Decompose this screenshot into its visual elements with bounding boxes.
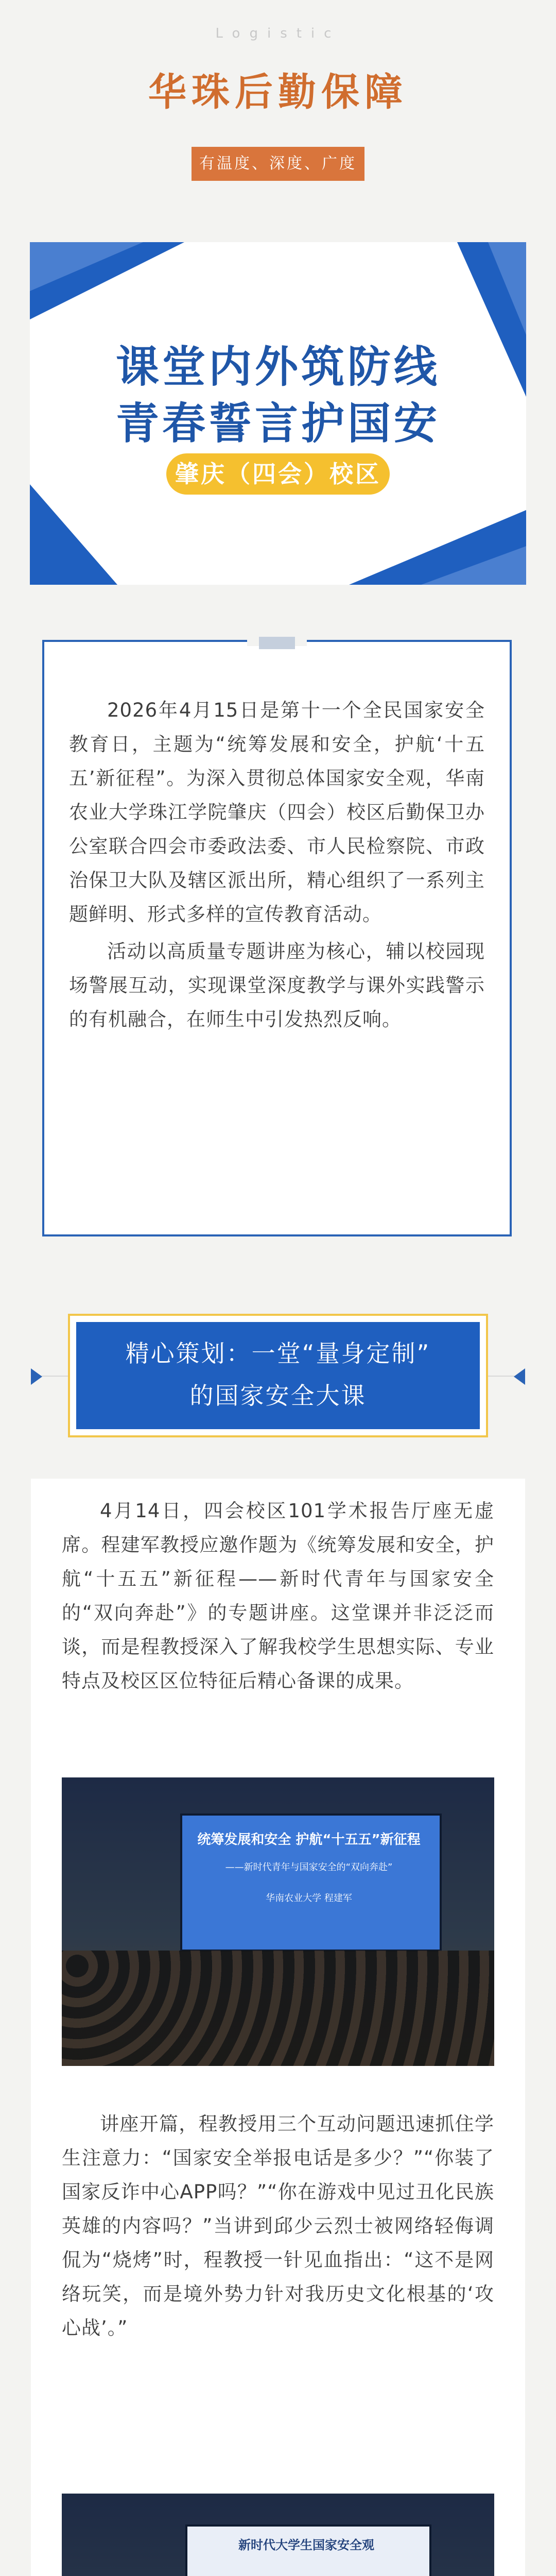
article-paragraph-2-text: 讲座开篇，程教授用三个互动问题迅速抓住学生注意力：“国家安全举报电话是多少？”“你装了国家反诈中心APP吗？”“你在游戏中见过丑化民族英雄的内容吗？”当讲到邱少云烈士被网络轻侮调侃为“烧烤”时，程教授一针见血指出：“这不是网络玩笑，而是境外势力针对我历史文化根基的‘攻心战’。” xyxy=(62,2113,494,2339)
article-paragraph-2 xyxy=(62,2107,494,2345)
section-heading xyxy=(0,1298,556,1453)
section-title-line2: 的国家安全大课 xyxy=(189,1382,367,1410)
lecture-photo-2 xyxy=(62,2494,494,2576)
english-subtitle: Logistic xyxy=(215,26,341,41)
tagline-badge: 有温度、深度、广度 xyxy=(192,147,364,181)
slide-title: 统筹发展和安全 护航“十五五”新征程 xyxy=(197,1832,421,1848)
brand-title: 华珠后勤保障 xyxy=(148,70,408,114)
slide-speaker: 华南农业大学 程建军 xyxy=(266,1893,352,1904)
campus-pill: 肇庆（四会）校区 xyxy=(166,453,390,495)
triangle-left-icon xyxy=(514,1368,525,1385)
slide-title: 新时代大学生国家安全观 xyxy=(238,2538,374,2552)
intro-card xyxy=(42,640,512,1236)
section-title-line1: 精心策划：一堂“量身定制” xyxy=(125,1340,431,1367)
audience-crowd xyxy=(62,1951,494,2066)
intro-paragraph-2: 活动以高质量专题讲座为核心，辅以校园现场警展互动，实现课堂深度教学与课外实践警示的有机融合，在师生中引发热烈反响。 xyxy=(69,940,485,1030)
lecture-photo-1 xyxy=(62,1777,494,2066)
intro-paragraph-1: 2026年4月15日是第十一个全民国家安全教育日，主题为“统筹发展和安全，护航‘十五五’新征程”。为深入贯彻总体国家安全观，华南农业大学珠江学院肇庆（四会）校区后勤保卫办公室联合四会市委政法委、市人民检察院、市政治保卫大队及辖区派出所，精心组织了一系列主题鲜明、形式多样的宣传教育活动。 xyxy=(69,699,485,925)
section-title-box xyxy=(68,1314,488,1437)
triangle-right-icon xyxy=(31,1368,42,1385)
banner-title-line2: 青春誓言护国安 xyxy=(115,398,440,449)
article-paragraph-1-text: 4月14日，四会校区101学术报告厅座无虚席。程建军教授应邀作题为《统筹发展和安全，护航“十五五”新征程——新时代青年与国家安全的“双向奔赴”》的专题讲座。这堂课并非泛泛而谈，而是程教授深入了解我校学生思想实际、专业特点及校区区位特征后精心备课的成果。 xyxy=(62,1500,494,1692)
slide-subtitle: ——新时代青年与国家安全的“双向奔赴” xyxy=(225,1862,393,1873)
article-body xyxy=(31,1479,525,2576)
hero-banner xyxy=(30,242,526,585)
banner-title-line1: 课堂内外筑防线 xyxy=(115,342,440,392)
banner-corner-bottom-left xyxy=(30,484,117,585)
article-paragraph-1 xyxy=(62,1494,494,1698)
